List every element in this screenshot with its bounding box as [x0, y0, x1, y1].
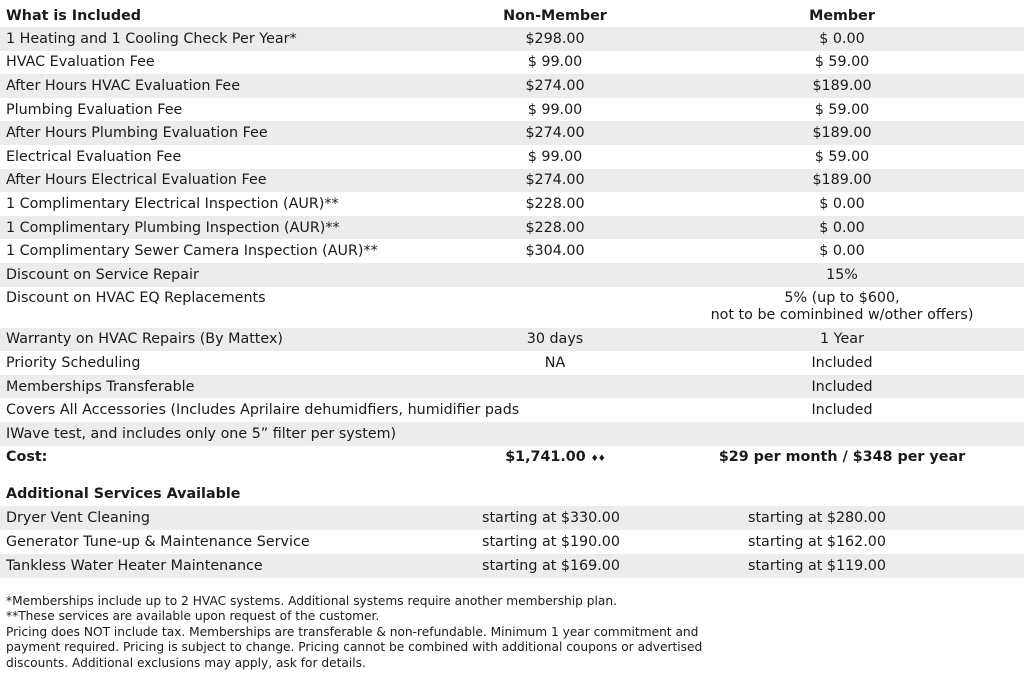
row-member-price: $ 59.00 [814, 54, 870, 71]
row-non-member-price: $274.00 [450, 169, 660, 193]
row-member-price: $ 0.00 [819, 195, 865, 212]
table-row [0, 121, 1024, 145]
row-non-member-price: $228.00 [525, 195, 585, 212]
table-row [0, 422, 1024, 446]
additional-services-header-row [0, 482, 1024, 506]
footnote-line: payment required. Pricing is subject to change. Pricing cannot be combined with additional coupons or advertised [6, 640, 703, 655]
row-label: 1 Complimentary Plumbing Inspection (AUR)** [0, 216, 450, 240]
header-member: Member [809, 7, 875, 24]
row-member-price: $ 59.00 [814, 148, 870, 165]
row-label: 1 Complimentary Electrical Inspection (AUR)** [6, 195, 339, 212]
service-member-price: starting at $119.00 [748, 554, 1024, 578]
row-non-member-price: $ 99.00 [527, 148, 583, 165]
row-non-member-price [450, 375, 660, 399]
row-member-price: $ 59.00 [814, 101, 870, 118]
row-member-price [660, 287, 1024, 328]
service-member-price: starting at $162.00 [748, 534, 886, 550]
row-member-price: $189.00 [660, 121, 1024, 145]
row-member-price: $ 0.00 [660, 216, 1024, 240]
cost-label: Cost: [6, 449, 48, 466]
cost-member: $29 per month / $348 per year [718, 449, 966, 466]
row-label: Plumbing Evaluation Fee [6, 101, 183, 118]
row-member-price: 15% [660, 263, 1024, 287]
row-label: Priority Scheduling [6, 354, 141, 371]
cost-non-member [450, 446, 660, 470]
service-non-member-price: starting at $330.00 [482, 506, 748, 530]
footnote-line: *Memberships include up to 2 HVAC systems. Additional systems require another membership plan. [6, 594, 617, 608]
table-row [0, 263, 1024, 287]
table-row [0, 51, 1024, 75]
table-row [0, 192, 1024, 216]
diamond-marks: ♦♦ [590, 454, 605, 465]
row-member-price: $189.00 [660, 74, 1024, 98]
row-label: Memberships Transferable [0, 375, 450, 399]
table-row [0, 169, 1024, 193]
row-member-price: $ 0.00 [819, 243, 865, 260]
row-label: After Hours HVAC Evaluation Fee [0, 74, 450, 98]
table-row [0, 145, 1024, 169]
service-non-member-price: starting at $169.00 [482, 554, 748, 578]
row-member-price: $ 0.00 [660, 27, 1024, 51]
additional-services-table [0, 482, 1024, 578]
row-non-member-price: $274.00 [450, 121, 660, 145]
table-row [0, 351, 1024, 375]
service-label: Tankless Water Heater Maintenance [0, 554, 482, 578]
footnote-line: **These services are available upon request of the customer. [6, 609, 380, 624]
row-non-member-price: $298.00 [450, 27, 660, 51]
table-row [0, 98, 1024, 122]
row-non-member-price [450, 287, 660, 328]
row-label: 1 Heating and 1 Cooling Check Per Year* [0, 27, 450, 51]
additional-service-row [0, 554, 1024, 578]
table-row [0, 27, 1024, 51]
table-header-row [0, 4, 1024, 27]
row-member-price: 1 Year [660, 328, 1024, 352]
table-row [0, 216, 1024, 240]
table-row [0, 74, 1024, 98]
row-label: Discount on Service Repair [0, 263, 450, 287]
row-member-price: Included [811, 402, 873, 419]
row-non-member-price: $ 99.00 [527, 101, 583, 118]
member-discount-line-2: not to be cominbined w/other offers) [710, 306, 974, 323]
additional-service-row [0, 506, 1024, 530]
row-non-member-price: 30 days [450, 328, 660, 352]
table-row [0, 328, 1024, 352]
row-label: Covers All Accessories (Includes Aprilaire dehumidfiers, humidifier pads [6, 402, 520, 419]
membership-comparison-table [0, 4, 1024, 469]
row-label: Warranty on HVAC Repairs (By Mattex) [0, 328, 450, 352]
row-non-member-price: $274.00 [450, 74, 660, 98]
service-member-price: starting at $280.00 [748, 506, 1024, 530]
footnotes [6, 594, 702, 671]
row-label: After Hours Plumbing Evaluation Fee [0, 121, 450, 145]
additional-services-title: Additional Services Available [6, 486, 241, 502]
row-non-member-price: $304.00 [525, 243, 585, 260]
row-label: HVAC Evaluation Fee [6, 54, 155, 71]
service-label: Generator Tune-up & Maintenance Service [6, 534, 310, 550]
row-member-price: Included [811, 354, 873, 371]
row-non-member-price [450, 263, 660, 287]
service-non-member-price: starting at $190.00 [482, 534, 620, 550]
row-label: Discount on HVAC EQ Replacements [6, 289, 266, 306]
row-member-price: Included [660, 375, 1024, 399]
row-label: 1 Complimentary Sewer Camera Inspection (AUR)** [6, 243, 378, 260]
row-label: Electrical Evaluation Fee [6, 148, 182, 165]
row-label: After Hours Electrical Evaluation Fee [0, 169, 450, 193]
additional-service-row [0, 530, 1024, 554]
cost-row [0, 446, 1024, 470]
service-label: Dryer Vent Cleaning [0, 506, 482, 530]
table-row [0, 398, 1024, 422]
row-non-member-price [450, 422, 660, 446]
row-non-member-price: $228.00 [450, 216, 660, 240]
footnote-line: discounts. Additional exclusions may apply, ask for details. [6, 655, 366, 670]
table-row [0, 287, 1024, 328]
row-label: IWave test, and includes only one 5” filter per system) [0, 422, 450, 446]
table-row [0, 239, 1024, 263]
row-member-price [660, 422, 1024, 446]
member-discount-line-1: 5% (up to $600, [784, 289, 900, 306]
row-non-member-price: $ 99.00 [527, 54, 583, 71]
header-non-member: Non-Member [503, 7, 607, 24]
row-member-price: $189.00 [660, 169, 1024, 193]
footnote-line: Pricing does NOT include tax. Memberships are transferable & non-refundable. Minimum 1 year commitment and [6, 624, 699, 639]
header-included: What is Included [6, 7, 142, 24]
row-non-member-price: NA [544, 354, 566, 371]
cost-non-member-value: $1,741.00 [505, 449, 586, 466]
table-row [0, 375, 1024, 399]
